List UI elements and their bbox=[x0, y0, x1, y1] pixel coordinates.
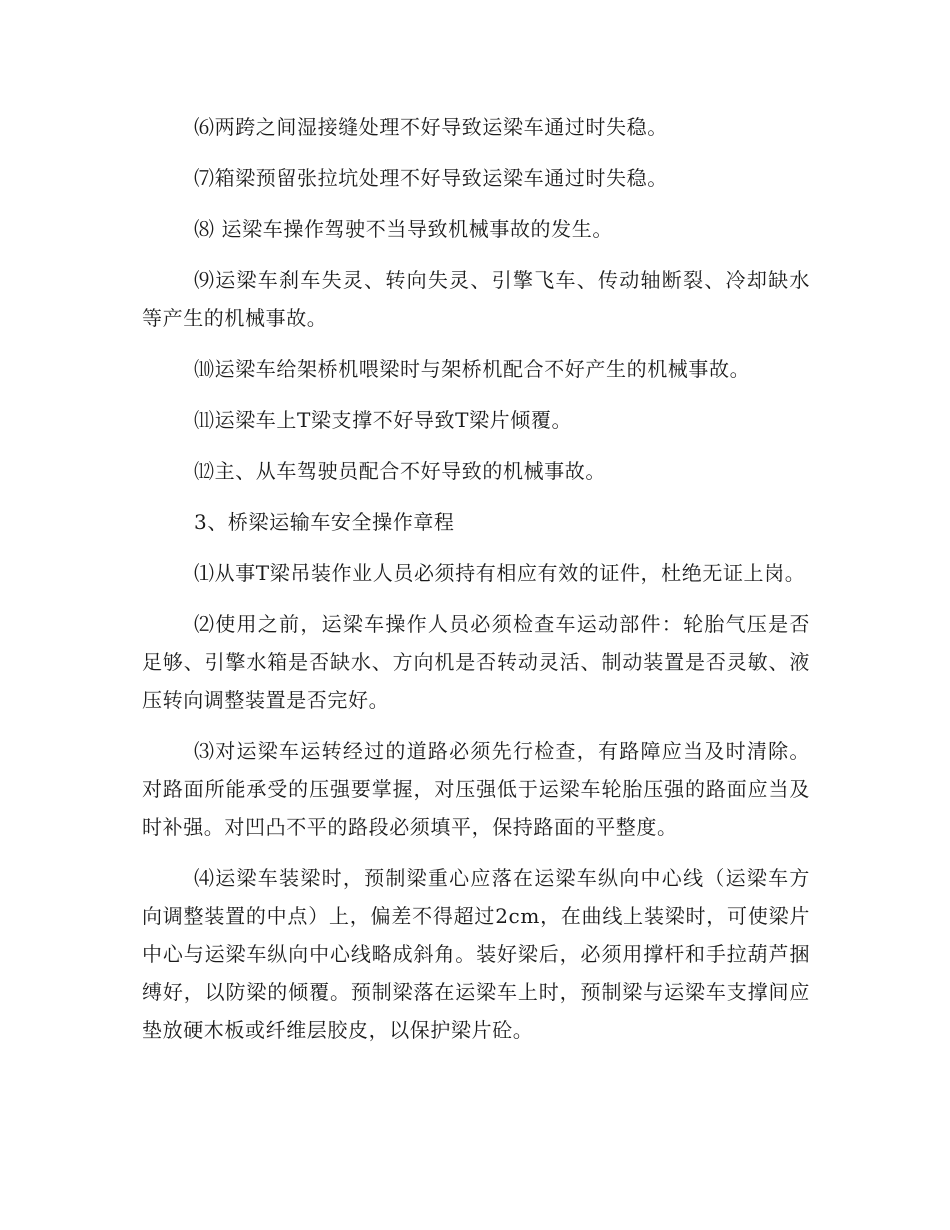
paragraph-item-6: ⑹两跨之间湿接缝处理不好导致运梁车通过时失稳。 bbox=[194, 115, 668, 139]
paragraph-rule-1: ⑴从事T梁吊装作业人员必须持有相应有效的证件，杜绝无证上岗。 bbox=[194, 561, 806, 585]
paragraph-item-8: ⑻ 运梁车操作驾驶不当导致机械事故的发生。 bbox=[194, 217, 613, 241]
section-heading: 3、桥梁运输车安全操作章程 bbox=[194, 510, 455, 534]
paragraph-rule-4: ⑷运梁车装梁时，预制梁重心应落在运梁车纵向中心线（运梁车方向调整装置的中点）上，偏差不得超过2cm，在曲线上装梁时，可使梁片中心与运梁车纵向中心线略成斜角。装好梁后，必须用撑杆和手拉葫芦捆缚好，以防梁的倾覆。预制梁落在运梁车上时，预制梁与运梁车支撑间应垫放硬木板或纤维层胶皮，以保护梁片砼。 bbox=[142, 866, 810, 1042]
paragraph-item-10: ⑽运梁车给架桥机喂梁时与架桥机配合不好产生的机械事故。 bbox=[194, 357, 751, 381]
paragraph-item-7: ⑺箱梁预留张拉坑处理不好导致运梁车通过时失稳。 bbox=[194, 166, 668, 190]
document-page bbox=[142, 108, 810, 1062]
paragraph-item-9: ⑼运梁车刹车失灵、转向失灵、引擎飞车、传动轴断裂、冷却缺水等产生的机械事故。 bbox=[142, 268, 810, 330]
paragraph-rule-3: ⑶对运梁车运转经过的道路必须先行检查，有路障应当及时清除。对路面所能承受的压强要掌握，对压强低于运梁车轮胎压强的路面应当及时补强。对凹凸不平的路段必须填平，保持路面的平整度。 bbox=[142, 739, 810, 839]
paragraph-rule-2: ⑵使用之前，运梁车操作人员必须检查车运动部件：轮胎气压是否足够、引擎水箱是否缺水、方向机是否转动灵活、制动装置是否灵敏、液压转向调整装置是否完好。 bbox=[142, 612, 810, 712]
paragraph-item-12: ⑿主、从车驾驶员配合不好导致的机械事故。 bbox=[194, 459, 606, 483]
paragraph-item-11: ⑾运梁车上T梁支撑不好导致T梁片倾覆。 bbox=[194, 408, 573, 432]
